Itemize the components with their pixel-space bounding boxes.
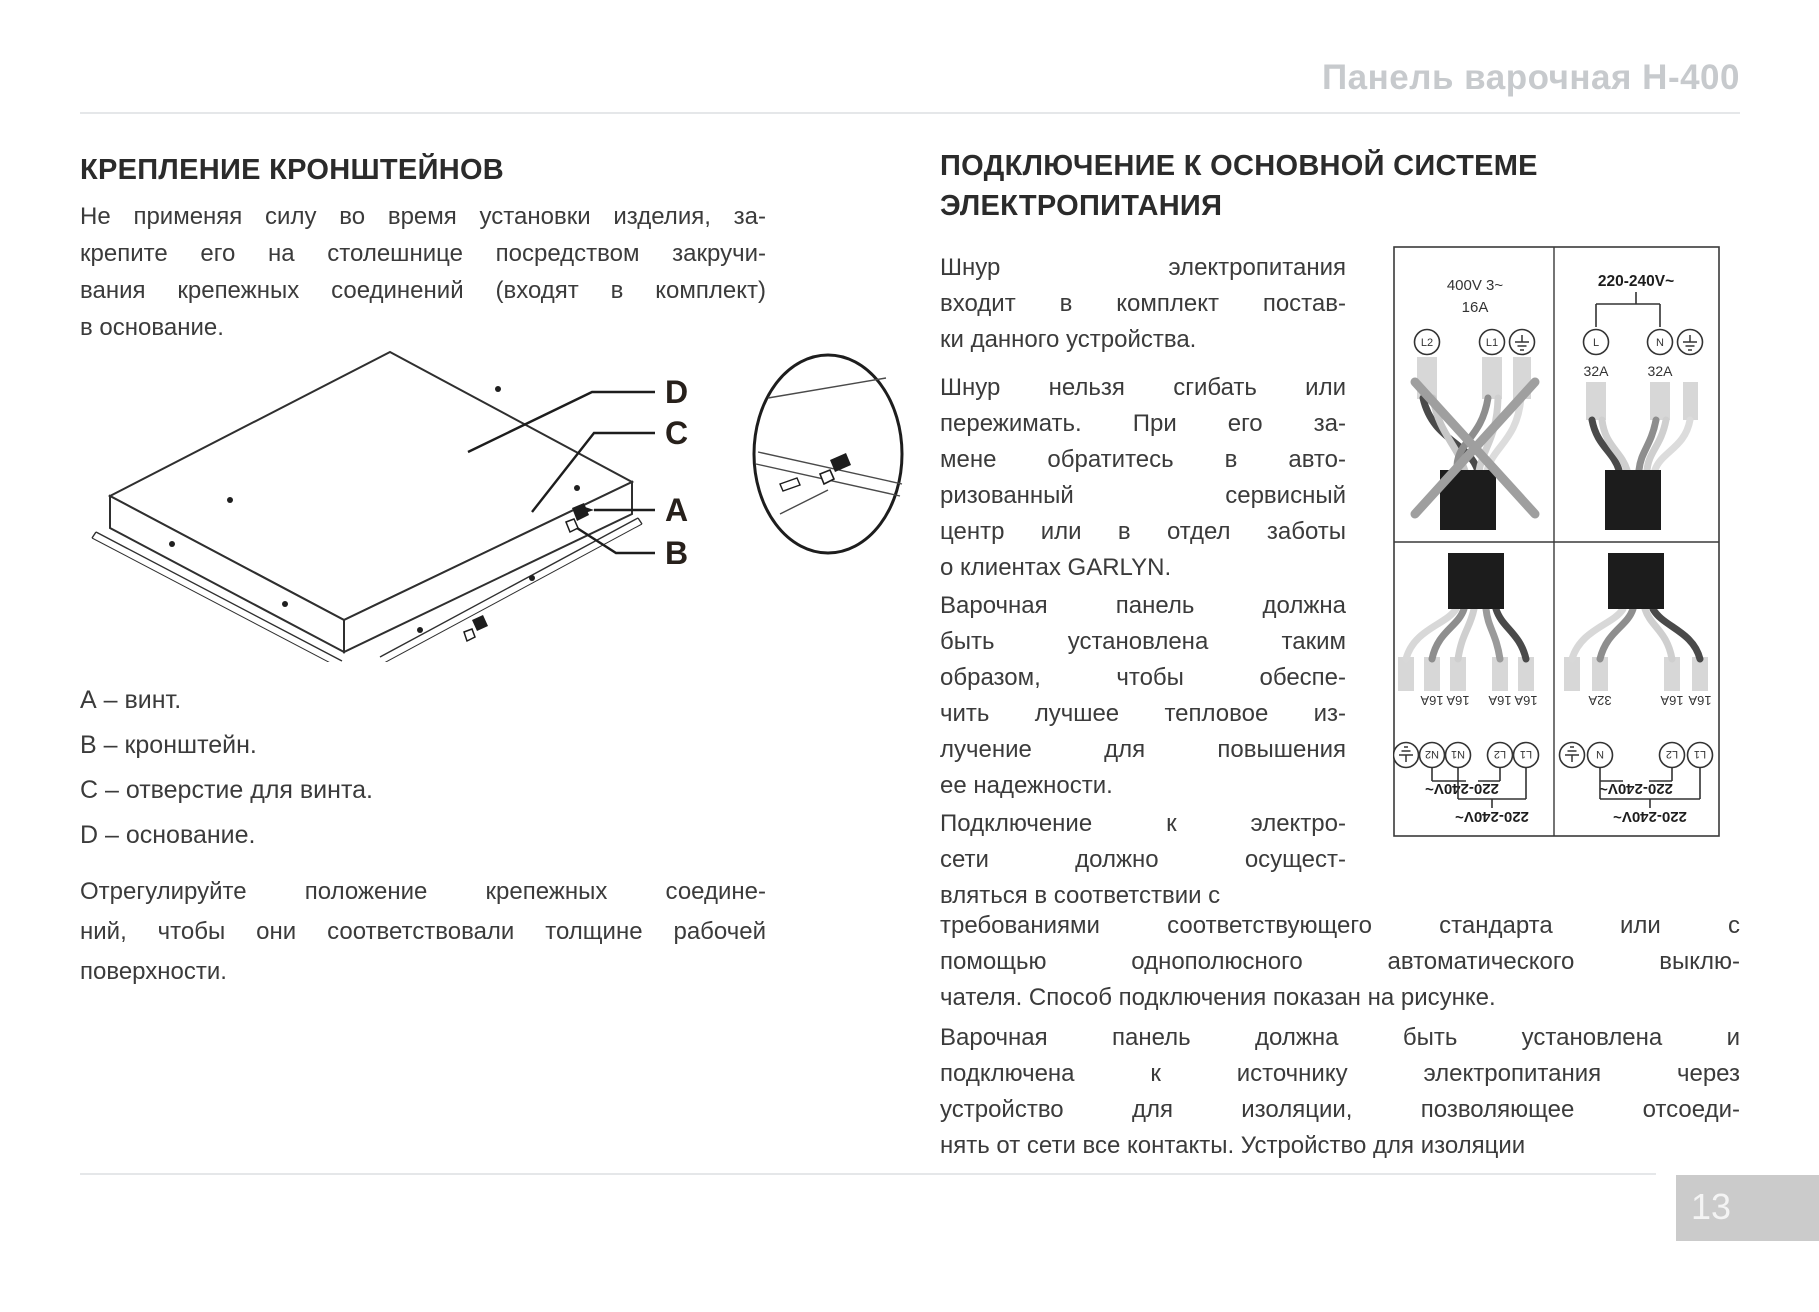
earth-icon bbox=[1510, 330, 1535, 355]
svg-text:16A: 16A bbox=[1420, 693, 1444, 708]
text-line: чателя. Способ подключения показан на рисунке. bbox=[940, 984, 1496, 1011]
q1-terminal-l2: L2 bbox=[1420, 337, 1434, 349]
text-line: Варочная панель должна bbox=[940, 592, 1346, 619]
q2-junction-block bbox=[1605, 470, 1661, 530]
label-b: B bbox=[665, 535, 689, 571]
paragraph-install bbox=[80, 198, 766, 346]
text-line: ее надежности. bbox=[940, 772, 1113, 799]
earth-icon bbox=[1394, 743, 1419, 768]
paragraph-adjust bbox=[80, 872, 766, 992]
paragraph-cord-care bbox=[940, 370, 1346, 586]
page-header-title: Панель варочная Н-400 bbox=[1321, 58, 1740, 97]
footer-rule bbox=[80, 1173, 1656, 1175]
earth-icon bbox=[1678, 330, 1703, 355]
wiring-diagram bbox=[1393, 246, 1720, 837]
earth-icon bbox=[1560, 743, 1585, 768]
paragraph-connection bbox=[940, 806, 1346, 914]
detail-circle bbox=[754, 355, 902, 553]
q3-terminal-l2: L2 bbox=[1493, 748, 1507, 760]
q2-terminal-n: N bbox=[1656, 337, 1664, 349]
svg-text:16A: 16A bbox=[1660, 693, 1684, 708]
text-line: мене обратитесь в авто- bbox=[940, 446, 1346, 473]
q4-terminal-l1: L1 bbox=[1693, 748, 1707, 760]
legend-item: D – основание. bbox=[80, 821, 256, 849]
figure-legend bbox=[80, 678, 373, 858]
paragraph-heat bbox=[940, 588, 1346, 804]
legend-item: В – кронштейн. bbox=[80, 731, 257, 759]
text-line: нять от сети все контакты. Устройство для изоляции bbox=[940, 1132, 1526, 1159]
q3-junction-block bbox=[1448, 553, 1504, 609]
text-line: крепите его на столешнице посредством закручи- bbox=[80, 240, 766, 267]
text-line: быть установлена таким bbox=[940, 628, 1346, 655]
text-line: требованиями соответствующего стандарта или с bbox=[940, 912, 1740, 939]
cooktop-figure bbox=[80, 332, 910, 662]
q3-terminal-n1: N1 bbox=[1450, 748, 1466, 760]
q2-fuse-right: 32A bbox=[1647, 363, 1673, 379]
text-line: устройство для изоляции, позволяющее отсоеди- bbox=[940, 1096, 1740, 1123]
q4-terminal-l2: L2 bbox=[1665, 748, 1679, 760]
text-line: сети должно осущест- bbox=[940, 846, 1346, 873]
page-number-badge bbox=[1676, 1175, 1819, 1241]
q2-fuse-left: 32A bbox=[1583, 363, 1609, 379]
text-line: Варочная панель должна быть установлена и bbox=[940, 1024, 1740, 1051]
text-line: Отрегулируйте положение крепежных соедине- bbox=[80, 878, 766, 905]
text-line: Не применяя силу во время установки изделия, за- bbox=[80, 203, 766, 230]
q3-terminal-n2: N2 bbox=[1424, 748, 1440, 760]
text-line: Подключение к электро- bbox=[940, 810, 1346, 837]
legend-item: С – отверстие для винта. bbox=[80, 776, 373, 804]
q3-voltage-1: 220-240V~ bbox=[1455, 808, 1529, 825]
text-line: поверхности. bbox=[80, 958, 227, 985]
text-line: лучение для повышения bbox=[940, 736, 1346, 763]
paragraph-connection-wide bbox=[940, 908, 1740, 1016]
paragraph-cord-included bbox=[940, 250, 1346, 358]
text-line: пережимать. При его за- bbox=[940, 410, 1346, 437]
text-line: центр или в отдел заботы bbox=[940, 518, 1346, 545]
svg-text:32A: 32A bbox=[1588, 693, 1612, 708]
text-line: ний, чтобы они соответствовали толщине рабочей bbox=[80, 918, 766, 945]
text-line: в основание. bbox=[80, 314, 224, 341]
text-line: ризованный сервисный bbox=[940, 482, 1346, 509]
svg-text:16A: 16A bbox=[1488, 693, 1512, 708]
q3-terminal-l1: L1 bbox=[1519, 748, 1533, 760]
svg-text:16A: 16A bbox=[1688, 693, 1712, 708]
text-line: вания крепежных соединений (входят в комплект) bbox=[80, 277, 766, 304]
text-line: о клиентах GARLYN. bbox=[940, 554, 1172, 581]
q3-voltage-2: 220-240V~ bbox=[1425, 780, 1499, 797]
text-line: входит в комплект постав- bbox=[940, 290, 1346, 317]
text-line: помощью однополюсного автоматического выклю- bbox=[940, 948, 1740, 975]
legend-item: А – винт. bbox=[80, 686, 182, 714]
text-line: вляться в соответствии с bbox=[940, 882, 1221, 909]
label-d: D bbox=[665, 374, 689, 410]
cooktop-body bbox=[110, 352, 632, 652]
page-number: 13 bbox=[1691, 1186, 1732, 1227]
text-line: ки данного устройства. bbox=[940, 326, 1197, 353]
section-heading-power: ПОДКЛЮЧЕНИЕ К ОСНОВНОЙ СИСТЕМЕ ЭЛЕКТРОПИТАНИЯ bbox=[940, 150, 1538, 222]
header-rule bbox=[80, 112, 1740, 114]
q1-terminal-l1: L1 bbox=[1485, 337, 1499, 349]
section-heading-brackets: КРЕПЛЕНИЕ КРОНШТЕЙНОВ bbox=[80, 154, 505, 186]
label-a: A bbox=[665, 492, 689, 528]
paragraph-isolation bbox=[940, 1020, 1740, 1164]
svg-text:16A: 16A bbox=[1514, 693, 1538, 708]
text-line: Шнур электропитания bbox=[940, 254, 1346, 281]
text-line: Шнур нельзя сгибать или bbox=[940, 374, 1346, 401]
text-line: образом, чтобы обеспе- bbox=[940, 664, 1346, 691]
q2-voltage: 220-240V~ bbox=[1597, 273, 1675, 290]
q4-junction-block bbox=[1608, 553, 1664, 609]
q2-terminal-l: L bbox=[1592, 337, 1600, 349]
q1-voltage: 400V 3~ bbox=[1446, 277, 1504, 294]
text-line: подключена к источнику электропитания через bbox=[940, 1060, 1740, 1087]
q1-amps: 16A bbox=[1461, 299, 1489, 316]
q4-terminal-n: N bbox=[1596, 748, 1604, 760]
label-c: C bbox=[665, 415, 689, 451]
q4-voltage-1: 220-240V~ bbox=[1613, 808, 1687, 825]
q4-voltage-2: 220-240V~ bbox=[1599, 780, 1673, 797]
svg-text:16A: 16A bbox=[1446, 693, 1470, 708]
text-line: чить лучшее тепловое из- bbox=[940, 700, 1346, 727]
